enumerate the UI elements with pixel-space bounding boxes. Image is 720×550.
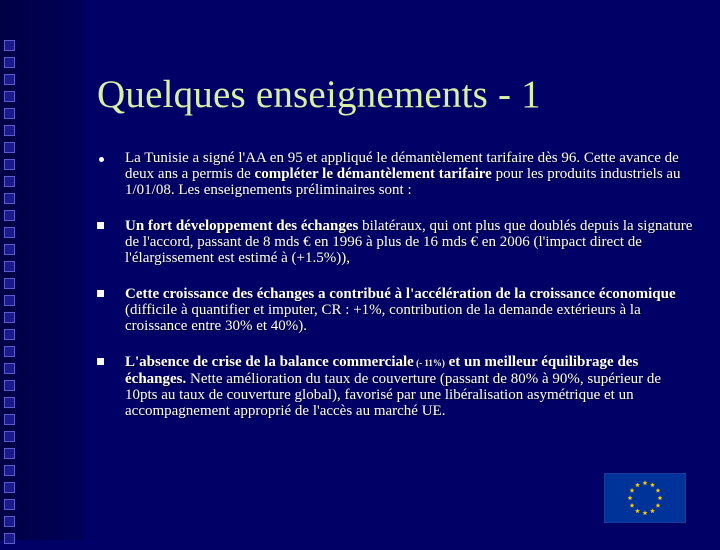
bullet-text-segment: (difficile à quantifier et imputer, CR : +1%, contribution de la demande extérieurs à la croissance entre 30% et 40%). [125,302,641,334]
decorative-square [4,516,15,527]
eu-star-icon [650,508,655,513]
bullet-text-segment: compléter le démantèlement tarifaire [254,166,492,182]
decorative-square [4,448,15,459]
decorative-square [4,380,15,391]
decorative-square [4,414,15,425]
bullet-text-segment: Cette croissance des échanges a contribué à l'accélération de la croissance économique [125,286,676,302]
eu-star-icon [630,503,635,508]
decorative-square [4,74,15,85]
decorative-square [4,40,15,51]
bullet-text-segment: La Tunisie a signé l'AA en 95 et appliqué le démantèlement tarifaire dès 96. Cette avance de deux ans a permis de [125,150,679,182]
bullet-text-segment: pour les produits industriels au 1/01/08. Les enseignements préliminaires sont : [125,166,681,198]
eu-star-icon [630,488,635,493]
decorative-square [4,397,15,408]
bullet-item [97,150,697,198]
decorative-square [4,295,15,306]
decorative-square [4,57,15,68]
decorative-square [4,108,15,119]
bullet-text [125,354,697,419]
square-bullet-icon [97,286,125,297]
square-bullet-icon [97,218,125,229]
eu-star-icon [635,482,640,487]
bullet-text [125,286,697,334]
decorative-square [4,125,15,136]
decorative-square [4,465,15,476]
eu-star-icon [635,508,640,513]
decorative-square [4,499,15,510]
decorative-square [4,533,15,544]
decorative-square [4,159,15,170]
decorative-square [4,227,15,238]
decorative-square-column [4,40,20,550]
bullet-text-segment: bilatéraux, qui ont plus que doublés depuis la signature de l'accord, passant de 8 mds € en 1996 à plus de 16 mds € en 2006 (l'impact direct de l'élargissement est estimé à (+1.5%)), [125,218,693,266]
decorative-left-band [0,0,86,540]
eu-star-icon [628,495,633,500]
slide-title: Quelques enseignements - 1 [97,73,541,116]
decorative-square [4,312,15,323]
bullet-item [97,354,697,419]
bullet-text-segment: Nette amélioration du taux de couverture (passant de 80% à 90%, supérieur de 10pts au taux de couverture global), favorisé par une libéralisation asymétrique et un accompagnement approprié de l'accès au marché UE. [125,371,662,419]
decorative-square [4,278,15,289]
eu-flag-icon [604,473,686,523]
square-bullet-icon [97,354,125,365]
eu-star-icon [643,510,648,515]
bullet-text [125,150,697,198]
eu-star-icon [656,488,661,493]
decorative-square [4,176,15,187]
bullet-text [125,218,697,266]
decorative-square [4,431,15,442]
decorative-square [4,244,15,255]
decorative-square [4,363,15,374]
decorative-square [4,142,15,153]
bullet-item [97,218,697,266]
bullet-text-segment: Un fort développement des échanges [125,218,359,234]
decorative-square [4,329,15,340]
bullet-text-segment: L'absence de crise de la balance commerciale [125,354,414,370]
eu-star-icon [650,482,655,487]
bullet-text-segment: et un meilleur équilibrage des échanges. [125,354,639,387]
bullet-item [97,286,697,334]
eu-star-icon [658,495,663,500]
dot-bullet-icon [97,150,125,162]
decorative-square [4,346,15,357]
decorative-square [4,210,15,221]
decorative-square [4,193,15,204]
bullet-list [97,150,697,439]
eu-star-icon [643,480,648,485]
decorative-square [4,261,15,272]
decorative-square [4,482,15,493]
decorative-square [4,91,15,102]
eu-star-icon [656,503,661,508]
bullet-text-segment: (- 11%) [413,358,445,368]
